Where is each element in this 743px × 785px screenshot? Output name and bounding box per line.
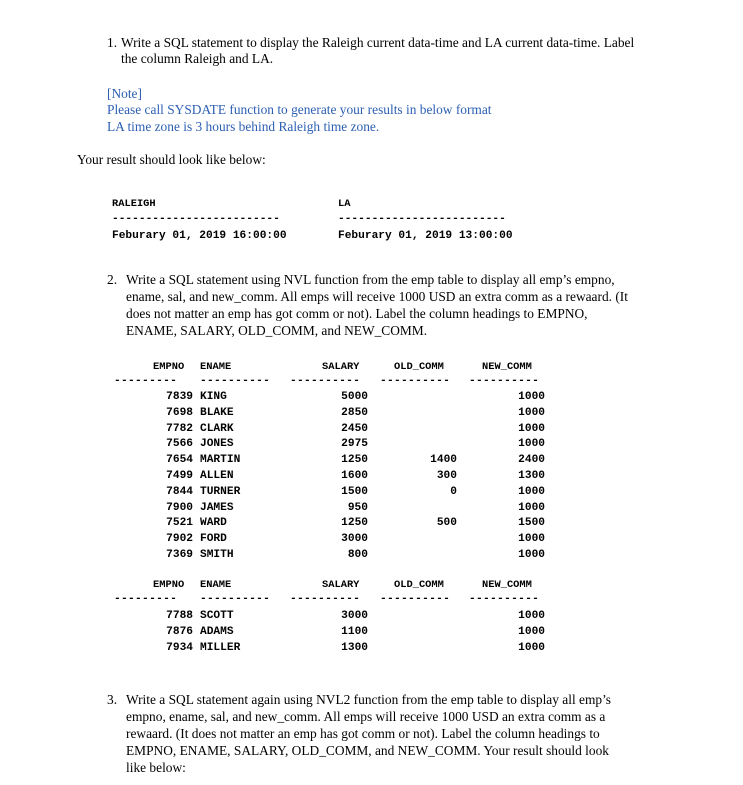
cell-empno: 7900 (166, 501, 193, 514)
question-1-line-2: the column Raleigh and LA. (121, 51, 274, 66)
cell-salary: 1600 (341, 470, 368, 482)
cell-new-comm: 1000 (518, 391, 545, 403)
table-row (0, 626, 743, 642)
cell-ename: CLARK (200, 422, 234, 435)
table-row (0, 533, 743, 549)
cell-new-comm: 1000 (518, 485, 545, 498)
cell-new-comm: 1500 (518, 517, 545, 530)
cell-salary: 2850 (341, 406, 368, 419)
cell-ename: FORD (200, 533, 227, 546)
question-3-line-5: like below: (126, 760, 186, 775)
table-row (0, 470, 743, 486)
cell-empno: 7876 (166, 625, 193, 638)
table-row (0, 610, 743, 626)
note-line-1: Please call SYSDATE function to generate your results in below format (107, 102, 492, 117)
question-2-line-4: ENAME, SALARY, OLD_COMM, and NEW_COMM. (126, 323, 428, 338)
dash-salary: ---------- (290, 375, 361, 387)
cell-salary: 3000 (341, 610, 368, 622)
cell-new-comm: 1000 (518, 438, 545, 451)
cell-new-comm: 1000 (518, 610, 545, 622)
note-line-2: LA time zone is 3 hours behind Raleigh time zone. (107, 119, 380, 134)
dash-new-comm: ---------- (469, 593, 540, 605)
cell-ename: SMITH (200, 549, 234, 561)
cell-new-comm: 1000 (518, 625, 545, 638)
cell-empno: 7844 (166, 485, 193, 498)
header-empno: EMPNO (153, 579, 185, 591)
question-3-line-2: empno, ename, sal, and new_comm. All emps will receive 1000 USD an extra comm as a (126, 709, 606, 724)
cell-new-comm: 2400 (518, 454, 545, 467)
table-row (0, 549, 743, 565)
header-salary: SALARY (322, 579, 360, 591)
cell-ename: BLAKE (200, 406, 234, 419)
la-value: Feburary 01, 2019 13:00:00 (338, 230, 513, 242)
note-title: [Note] (107, 86, 142, 101)
cell-empno: 7566 (166, 438, 193, 451)
header-new-comm: NEW_COMM (482, 579, 532, 591)
question-1-line-1: Write a SQL statement to display the Raleigh current data-time and LA current data-time. Label (121, 35, 635, 50)
cell-salary: 5000 (341, 391, 368, 403)
raleigh-header: RALEIGH (112, 198, 156, 210)
la-header: LA (338, 198, 351, 210)
cell-new-comm: 1300 (518, 470, 545, 482)
cell-salary: 3000 (341, 533, 368, 546)
dash-ename: ---------- (200, 593, 271, 605)
cell-new-comm: 1000 (518, 641, 545, 654)
question-3-line-3: rewaard. (It does not matter an emp has got comm or not). Label the column headings to (126, 726, 600, 741)
question-3-line-1: Write a SQL statement again using NVL2 function from the emp table to display all emp’s (126, 692, 612, 707)
dash-old-comm: ---------- (380, 593, 451, 605)
dash-ename: ---------- (200, 375, 271, 387)
cell-ename: JONES (200, 438, 234, 451)
cell-new-comm: 1000 (518, 406, 545, 419)
cell-empno: 7521 (166, 517, 193, 530)
cell-empno: 7788 (166, 610, 193, 622)
table-row (0, 438, 743, 454)
question-1-number: 1. (107, 35, 118, 50)
raleigh-dashes: ------------------------- (112, 213, 280, 225)
cell-empno: 7839 (166, 391, 193, 403)
table-row (0, 454, 743, 470)
cell-new-comm: 1000 (518, 549, 545, 561)
cell-ename: MARTIN (200, 454, 241, 467)
table-row (0, 407, 743, 423)
result-label: Your result should look like below: (77, 152, 266, 167)
cell-empno: 7369 (166, 549, 193, 561)
cell-empno: 7654 (166, 454, 193, 467)
question-3-number: 3. (107, 692, 118, 707)
cell-ename: TURNER (200, 485, 241, 498)
cell-salary: 1250 (341, 517, 368, 530)
question-2-line-2: ename, sal, and new_comm. All emps will receive 1000 USD an extra comm as a rewaard. (It (126, 289, 628, 304)
raleigh-value: Feburary 01, 2019 16:00:00 (112, 230, 287, 242)
cell-new-comm: 1000 (518, 501, 545, 514)
header-old-comm: OLD_COMM (394, 361, 444, 373)
header-old-comm: OLD_COMM (394, 579, 444, 591)
cell-new-comm: 1000 (518, 422, 545, 435)
cell-ename: WARD (200, 517, 227, 530)
cell-empno: 7698 (166, 406, 193, 419)
cell-salary: 950 (347, 501, 368, 514)
cell-old-comm: 500 (436, 517, 457, 530)
table-row (0, 642, 743, 658)
header-empno: EMPNO (153, 361, 185, 373)
cell-salary: 2450 (341, 422, 368, 435)
cell-ename: ALLEN (200, 470, 234, 482)
cell-new-comm: 1000 (518, 533, 545, 546)
question-2-line-3: does not matter an emp has got comm or not). Label the column headings to EMPNO, (126, 306, 588, 321)
dash-old-comm: ---------- (380, 375, 451, 387)
dash-empno: --------- (114, 375, 178, 387)
dash-salary: ---------- (290, 593, 361, 605)
cell-ename: MILLER (200, 641, 241, 654)
table-row (0, 391, 743, 407)
la-dashes: ------------------------- (338, 213, 506, 225)
question-2-number: 2. (107, 272, 118, 287)
table-row (0, 502, 743, 518)
table-row (0, 486, 743, 502)
cell-ename: KING (200, 391, 227, 403)
header-ename: ENAME (200, 361, 232, 373)
cell-empno: 7499 (166, 470, 193, 482)
cell-salary: 800 (347, 549, 368, 561)
cell-old-comm: 300 (436, 470, 457, 482)
question-2-line-1: Write a SQL statement using NVL function from the emp table to display all emp’s empno, (126, 272, 615, 287)
cell-old-comm: 1400 (430, 454, 457, 467)
question-3-line-4: EMPNO, ENAME, SALARY, OLD_COMM, and NEW_COMM. Your result should look (126, 743, 609, 758)
cell-salary: 2975 (341, 438, 368, 451)
dash-empno: --------- (114, 593, 178, 605)
cell-ename: ADAMS (200, 625, 234, 638)
cell-ename: SCOTT (200, 610, 234, 622)
header-salary: SALARY (322, 361, 360, 373)
table-row (0, 423, 743, 439)
cell-ename: JAMES (200, 501, 234, 514)
cell-empno: 7902 (166, 533, 193, 546)
dash-new-comm: ---------- (469, 375, 540, 387)
cell-salary: 1300 (341, 641, 368, 654)
cell-empno: 7782 (166, 422, 193, 435)
cell-salary: 1500 (341, 485, 368, 498)
table-row (0, 517, 743, 533)
cell-salary: 1250 (341, 454, 368, 467)
header-ename: ENAME (200, 579, 232, 591)
cell-empno: 7934 (166, 641, 193, 654)
cell-old-comm: 0 (450, 485, 457, 498)
header-new-comm: NEW_COMM (482, 361, 532, 373)
cell-salary: 1100 (341, 625, 368, 638)
